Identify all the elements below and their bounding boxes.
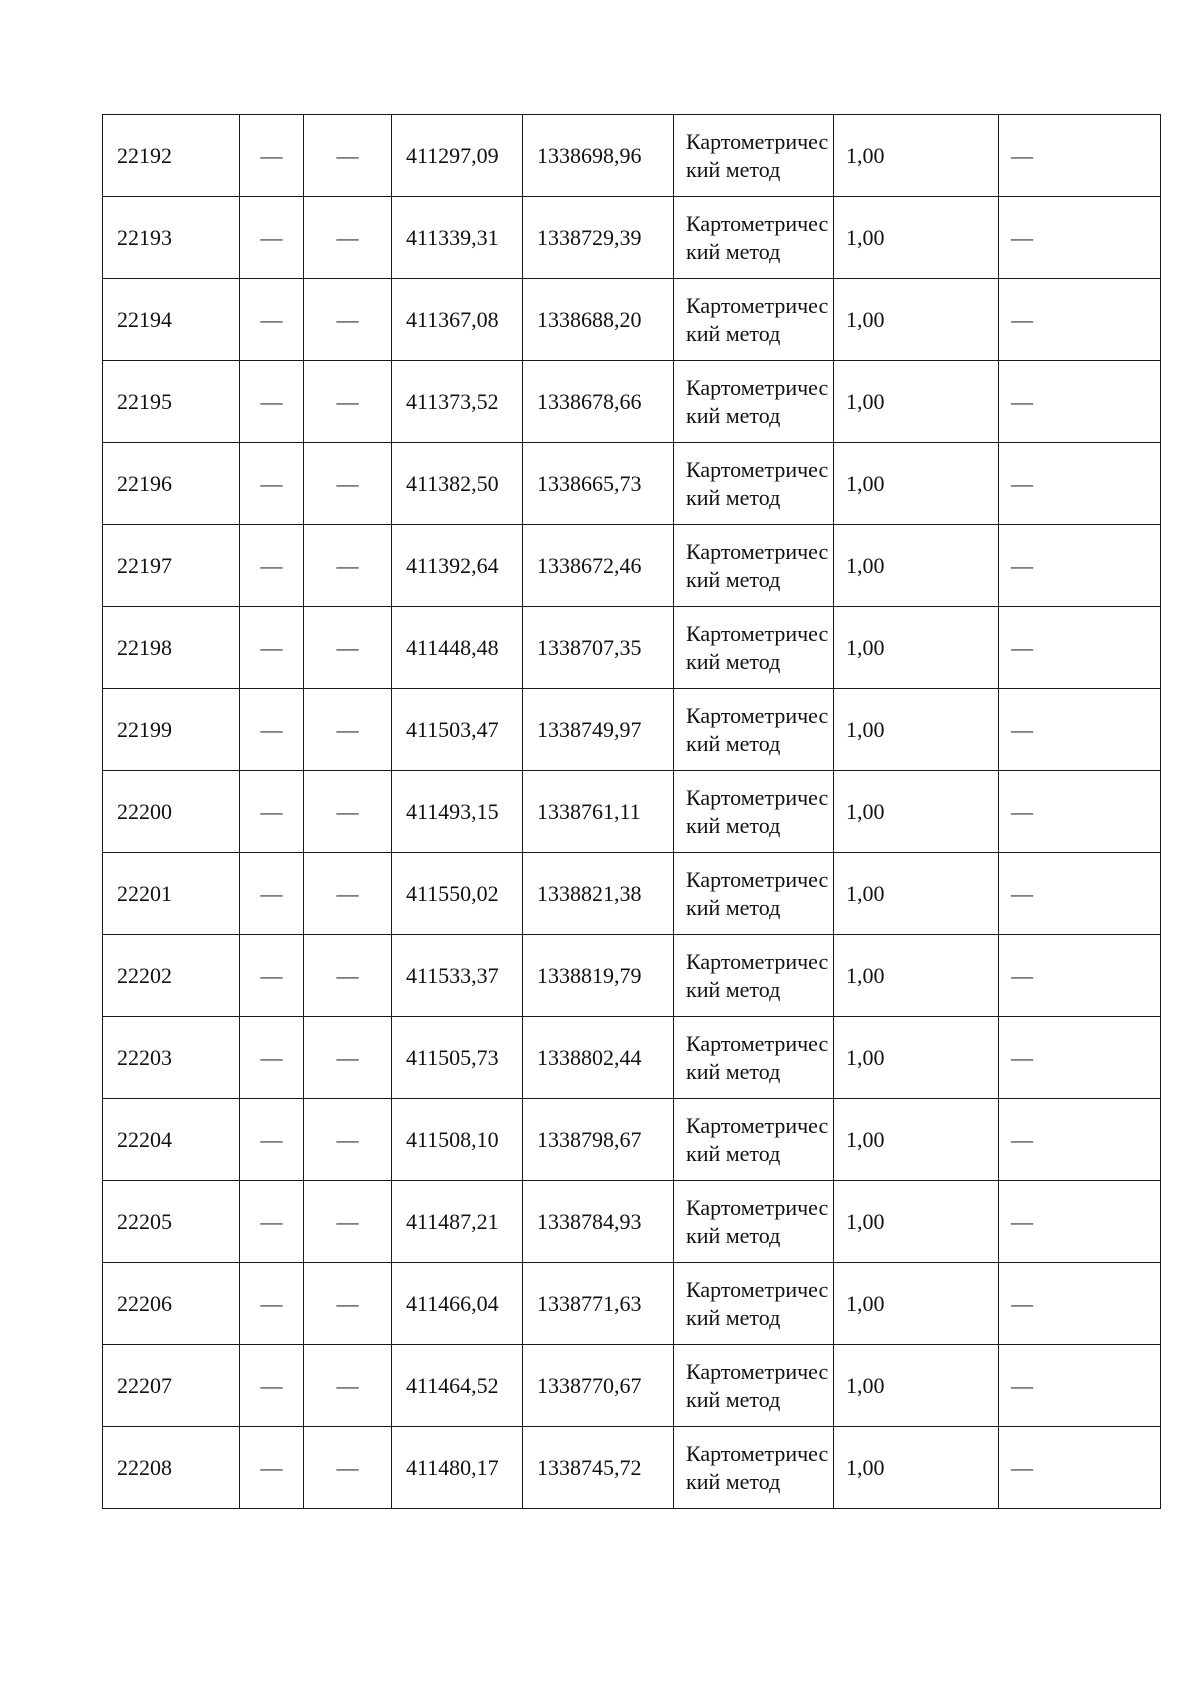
accuracy-cell: 1,00 (834, 197, 999, 279)
point-number-cell: 22201 (103, 853, 240, 935)
table-row (103, 1017, 1161, 1099)
y-coordinate-cell: 1338761,11 (523, 771, 674, 853)
empty-dash-cell: — (240, 1099, 304, 1181)
point-number-cell: 22207 (103, 1345, 240, 1427)
empty-dash-cell: — (240, 607, 304, 689)
table-row (103, 1427, 1161, 1509)
empty-dash-cell: — (240, 443, 304, 525)
point-number-cell: 22198 (103, 607, 240, 689)
empty-dash-cell: — (999, 525, 1161, 607)
empty-dash-cell: — (999, 935, 1161, 1017)
empty-dash-cell: — (240, 361, 304, 443)
y-coordinate-cell: 1338821,38 (523, 853, 674, 935)
empty-dash-cell: — (304, 1345, 392, 1427)
accuracy-cell: 1,00 (834, 525, 999, 607)
empty-dash-cell: — (304, 607, 392, 689)
accuracy-cell: 1,00 (834, 689, 999, 771)
point-number-cell: 22200 (103, 771, 240, 853)
y-coordinate-cell: 1338802,44 (523, 1017, 674, 1099)
y-coordinate-cell: 1338707,35 (523, 607, 674, 689)
point-number-cell: 22197 (103, 525, 240, 607)
empty-dash-cell: — (304, 525, 392, 607)
method-cell: Картометрический метод (674, 1427, 834, 1509)
empty-dash-cell: — (999, 853, 1161, 935)
empty-dash-cell: — (304, 689, 392, 771)
empty-dash-cell: — (999, 1427, 1161, 1509)
table-row (103, 115, 1161, 197)
empty-dash-cell: — (304, 197, 392, 279)
method-cell: Картометрический метод (674, 197, 834, 279)
method-cell: Картометрический метод (674, 1099, 834, 1181)
x-coordinate-cell: 411533,37 (392, 935, 523, 1017)
method-cell: Картометрический метод (674, 607, 834, 689)
y-coordinate-cell: 1338784,93 (523, 1181, 674, 1263)
point-number-cell: 22206 (103, 1263, 240, 1345)
point-number-cell: 22208 (103, 1427, 240, 1509)
empty-dash-cell: — (304, 279, 392, 361)
point-number-cell: 22199 (103, 689, 240, 771)
accuracy-cell: 1,00 (834, 279, 999, 361)
table-row (103, 935, 1161, 1017)
empty-dash-cell: — (304, 361, 392, 443)
empty-dash-cell: — (240, 1263, 304, 1345)
point-number-cell: 22204 (103, 1099, 240, 1181)
coordinates-table (102, 114, 1161, 1509)
table-body (103, 115, 1161, 1509)
y-coordinate-cell: 1338678,66 (523, 361, 674, 443)
accuracy-cell: 1,00 (834, 853, 999, 935)
empty-dash-cell: — (240, 935, 304, 1017)
table-row (103, 197, 1161, 279)
accuracy-cell: 1,00 (834, 443, 999, 525)
x-coordinate-cell: 411464,52 (392, 1345, 523, 1427)
accuracy-cell: 1,00 (834, 771, 999, 853)
x-coordinate-cell: 411448,48 (392, 607, 523, 689)
y-coordinate-cell: 1338819,79 (523, 935, 674, 1017)
empty-dash-cell: — (999, 1099, 1161, 1181)
empty-dash-cell: — (999, 1017, 1161, 1099)
empty-dash-cell: — (304, 771, 392, 853)
point-number-cell: 22205 (103, 1181, 240, 1263)
accuracy-cell: 1,00 (834, 1099, 999, 1181)
empty-dash-cell: — (999, 279, 1161, 361)
x-coordinate-cell: 411339,31 (392, 197, 523, 279)
y-coordinate-cell: 1338688,20 (523, 279, 674, 361)
empty-dash-cell: — (240, 1017, 304, 1099)
table-row (103, 1345, 1161, 1427)
table-row (103, 1181, 1161, 1263)
empty-dash-cell: — (999, 771, 1161, 853)
y-coordinate-cell: 1338770,67 (523, 1345, 674, 1427)
method-cell: Картометрический метод (674, 1345, 834, 1427)
empty-dash-cell: — (304, 1427, 392, 1509)
x-coordinate-cell: 411367,08 (392, 279, 523, 361)
empty-dash-cell: — (304, 935, 392, 1017)
x-coordinate-cell: 411373,52 (392, 361, 523, 443)
x-coordinate-cell: 411493,15 (392, 771, 523, 853)
method-cell: Картометрический метод (674, 853, 834, 935)
accuracy-cell: 1,00 (834, 361, 999, 443)
y-coordinate-cell: 1338729,39 (523, 197, 674, 279)
empty-dash-cell: — (304, 1181, 392, 1263)
empty-dash-cell: — (999, 115, 1161, 197)
table-row (103, 361, 1161, 443)
method-cell: Картометрический метод (674, 443, 834, 525)
point-number-cell: 22202 (103, 935, 240, 1017)
empty-dash-cell: — (240, 853, 304, 935)
empty-dash-cell: — (240, 1181, 304, 1263)
method-cell: Картометрический метод (674, 935, 834, 1017)
accuracy-cell: 1,00 (834, 1181, 999, 1263)
x-coordinate-cell: 411466,04 (392, 1263, 523, 1345)
method-cell: Картометрический метод (674, 1017, 834, 1099)
x-coordinate-cell: 411508,10 (392, 1099, 523, 1181)
empty-dash-cell: — (304, 1099, 392, 1181)
empty-dash-cell: — (999, 361, 1161, 443)
accuracy-cell: 1,00 (834, 1017, 999, 1099)
x-coordinate-cell: 411382,50 (392, 443, 523, 525)
y-coordinate-cell: 1338771,63 (523, 1263, 674, 1345)
y-coordinate-cell: 1338672,46 (523, 525, 674, 607)
x-coordinate-cell: 411503,47 (392, 689, 523, 771)
method-cell: Картометрический метод (674, 115, 834, 197)
empty-dash-cell: — (240, 689, 304, 771)
table-row (103, 279, 1161, 361)
empty-dash-cell: — (240, 1345, 304, 1427)
table-row (103, 443, 1161, 525)
empty-dash-cell: — (999, 1263, 1161, 1345)
method-cell: Картометрический метод (674, 1181, 834, 1263)
table-row (103, 607, 1161, 689)
empty-dash-cell: — (304, 1017, 392, 1099)
table-row (103, 853, 1161, 935)
method-cell: Картометрический метод (674, 771, 834, 853)
table-row (103, 1099, 1161, 1181)
y-coordinate-cell: 1338749,97 (523, 689, 674, 771)
accuracy-cell: 1,00 (834, 115, 999, 197)
y-coordinate-cell: 1338745,72 (523, 1427, 674, 1509)
empty-dash-cell: — (999, 1181, 1161, 1263)
point-number-cell: 22192 (103, 115, 240, 197)
x-coordinate-cell: 411505,73 (392, 1017, 523, 1099)
empty-dash-cell: — (999, 443, 1161, 525)
method-cell: Картометрический метод (674, 689, 834, 771)
x-coordinate-cell: 411550,02 (392, 853, 523, 935)
x-coordinate-cell: 411297,09 (392, 115, 523, 197)
method-cell: Картометрический метод (674, 1263, 834, 1345)
empty-dash-cell: — (304, 443, 392, 525)
y-coordinate-cell: 1338665,73 (523, 443, 674, 525)
x-coordinate-cell: 411487,21 (392, 1181, 523, 1263)
empty-dash-cell: — (304, 853, 392, 935)
empty-dash-cell: — (240, 771, 304, 853)
x-coordinate-cell: 411392,64 (392, 525, 523, 607)
empty-dash-cell: — (240, 1427, 304, 1509)
table-row (103, 525, 1161, 607)
point-number-cell: 22196 (103, 443, 240, 525)
y-coordinate-cell: 1338698,96 (523, 115, 674, 197)
method-cell: Картометрический метод (674, 525, 834, 607)
empty-dash-cell: — (304, 1263, 392, 1345)
x-coordinate-cell: 411480,17 (392, 1427, 523, 1509)
empty-dash-cell: — (240, 115, 304, 197)
method-cell: Картометрический метод (674, 361, 834, 443)
point-number-cell: 22195 (103, 361, 240, 443)
point-number-cell: 22193 (103, 197, 240, 279)
empty-dash-cell: — (240, 525, 304, 607)
empty-dash-cell: — (240, 197, 304, 279)
point-number-cell: 22194 (103, 279, 240, 361)
accuracy-cell: 1,00 (834, 1345, 999, 1427)
empty-dash-cell: — (999, 1345, 1161, 1427)
empty-dash-cell: — (999, 197, 1161, 279)
empty-dash-cell: — (999, 607, 1161, 689)
table-row (103, 1263, 1161, 1345)
accuracy-cell: 1,00 (834, 1427, 999, 1509)
empty-dash-cell: — (240, 279, 304, 361)
empty-dash-cell: — (999, 689, 1161, 771)
table-row (103, 689, 1161, 771)
empty-dash-cell: — (304, 115, 392, 197)
accuracy-cell: 1,00 (834, 607, 999, 689)
accuracy-cell: 1,00 (834, 1263, 999, 1345)
y-coordinate-cell: 1338798,67 (523, 1099, 674, 1181)
document-page (102, 114, 1161, 1509)
method-cell: Картометрический метод (674, 279, 834, 361)
table-row (103, 771, 1161, 853)
accuracy-cell: 1,00 (834, 935, 999, 1017)
point-number-cell: 22203 (103, 1017, 240, 1099)
